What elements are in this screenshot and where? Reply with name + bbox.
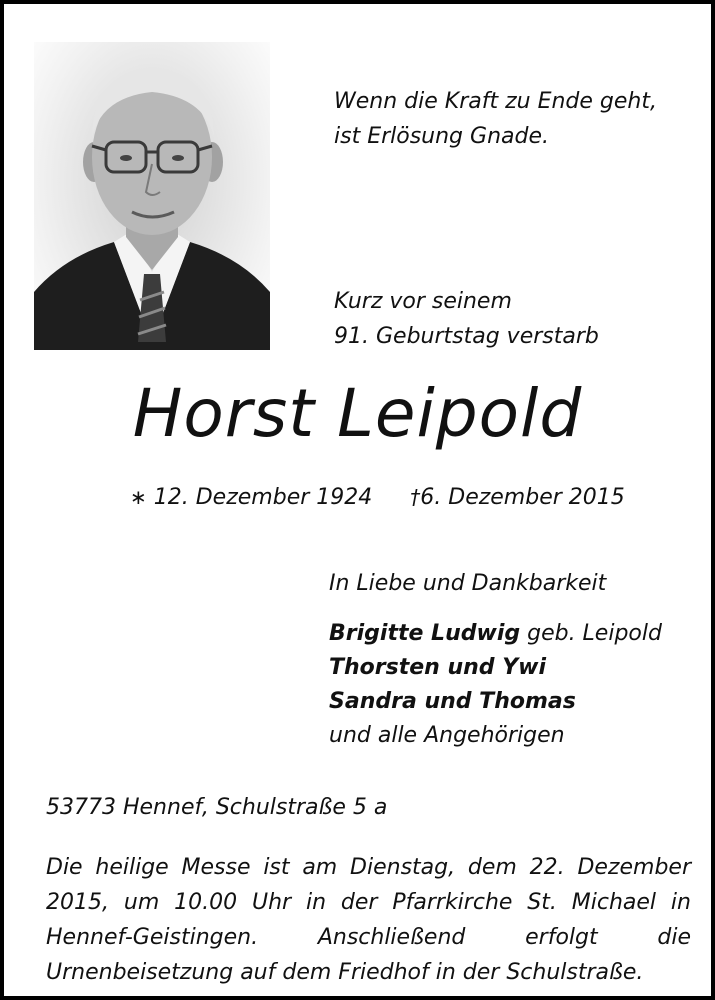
mourner-line-4: und alle Angehörigen bbox=[329, 723, 565, 748]
deceased-name: Horst Leipold bbox=[132, 375, 583, 452]
mourners-heading: In Liebe und Dankbarkeit bbox=[329, 571, 607, 596]
mourner-maiden-name: geb. Leipold bbox=[520, 621, 662, 646]
portrait-illustration bbox=[34, 42, 270, 350]
intro-line-1: Kurz vor seinem bbox=[334, 289, 512, 314]
death-date: 6. Dezember 2015 bbox=[420, 485, 625, 510]
mourner-line-3: Sandra und Thomas bbox=[329, 689, 576, 714]
death-intro bbox=[334, 284, 599, 354]
service-details: Die heilige Messe ist am Dienstag, dem 22. Dezember 2015, um 10.00 Uhr in der Pfarrkirche St. Michael in Hennef-Geistingen. Anschließend erfolgt die Urnenbeisetzung auf dem Friedhof in der Schulstraße. bbox=[46, 855, 691, 985]
mourner-name-brigitte: Brigitte Ludwig bbox=[329, 621, 521, 646]
mourners-list bbox=[329, 617, 662, 753]
quote-line-1: Wenn die Kraft zu Ende geht, bbox=[334, 89, 657, 114]
birth-star-icon: ∗ bbox=[130, 485, 147, 509]
address: 53773 Hennef, Schulstraße 5 a bbox=[46, 795, 388, 820]
mourner-line-2: Thorsten und Ywi bbox=[329, 655, 547, 680]
mourner-line-1 bbox=[329, 617, 662, 651]
life-dates bbox=[130, 480, 625, 515]
portrait-photo bbox=[34, 42, 270, 350]
intro-line-2: 91. Geburtstag verstarb bbox=[334, 324, 599, 349]
quote-line-2: ist Erlösung Gnade. bbox=[334, 124, 549, 149]
quote-verse bbox=[334, 84, 657, 154]
death-cross-icon: † bbox=[410, 485, 421, 509]
birth-date: 12. Dezember 1924 bbox=[153, 485, 373, 510]
